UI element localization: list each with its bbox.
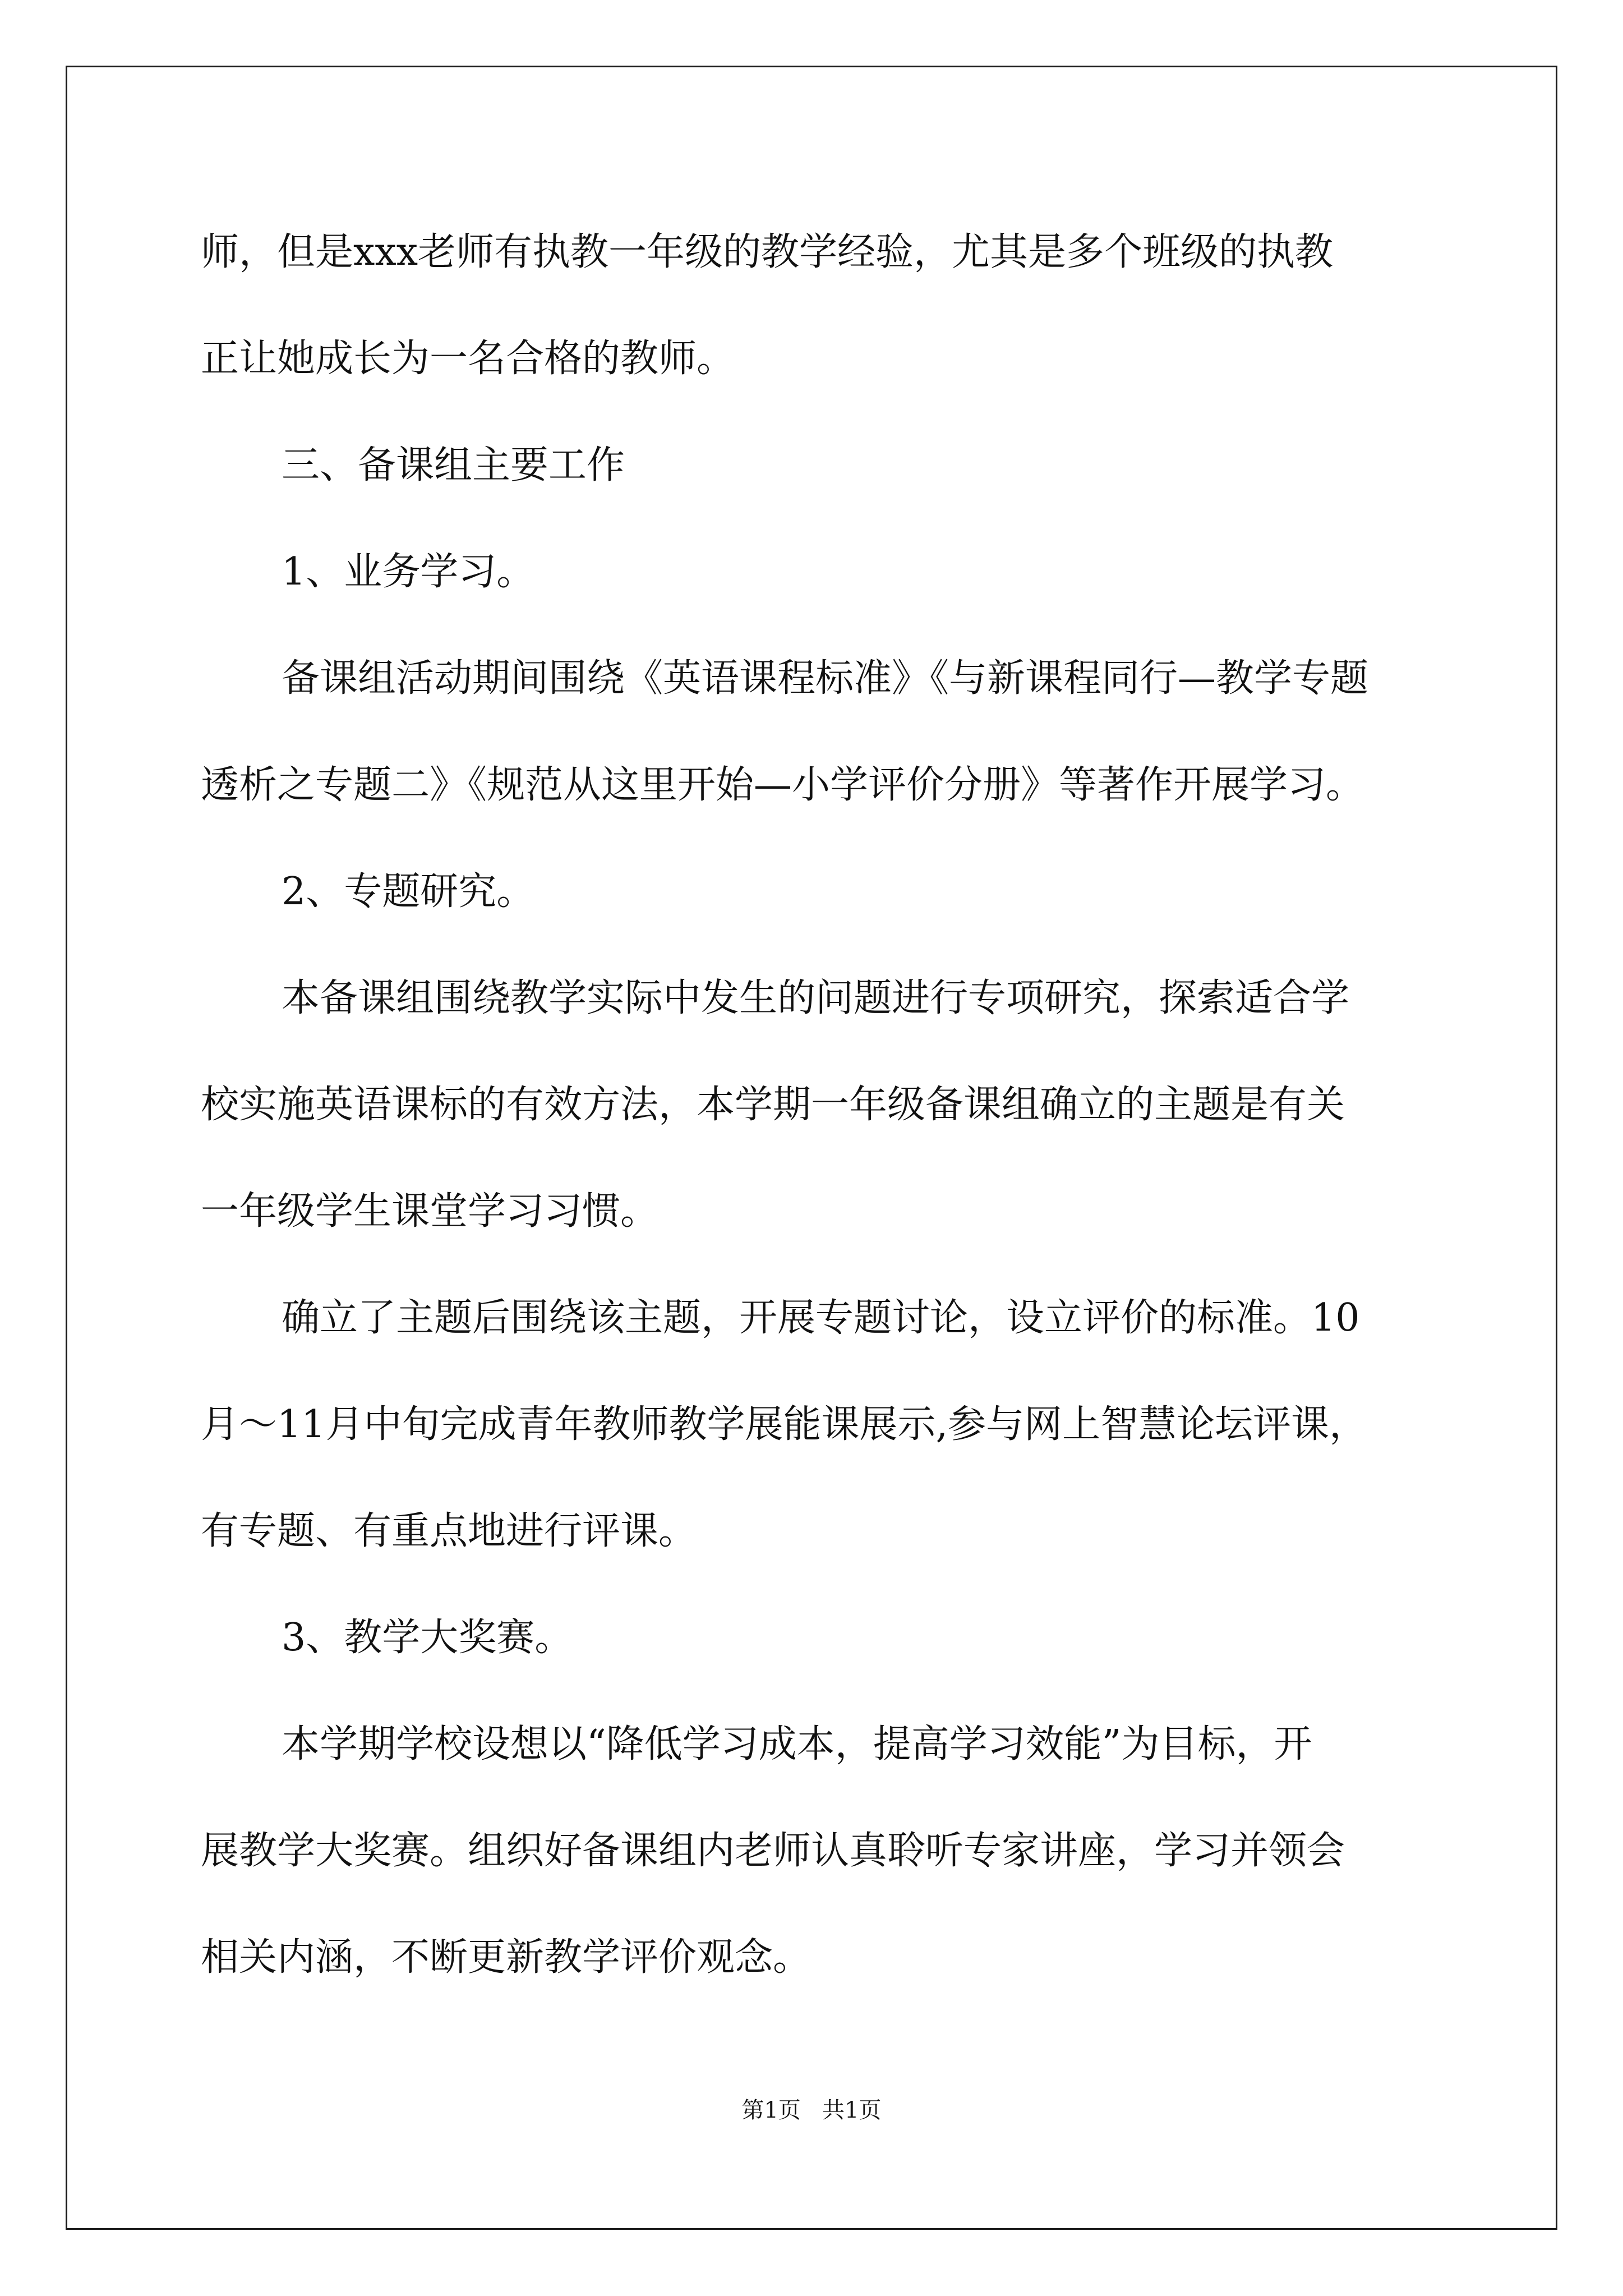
subsection-heading: 2、专题研究。 <box>282 869 535 914</box>
text-line: 本学期学校设想以“降低学习成本，提高学习效能”为目标，开 <box>282 1722 1312 1766</box>
page-number-footer: 第1页 共1页 <box>741 2097 882 2123</box>
text-line: 本备课组围绕教学实际中发生的问题进行专项研究，探索适合学 <box>282 976 1350 1020</box>
text-line: 备课组活动期间围绕《英语课程标准》《与新课程同行—教学专题 <box>282 656 1369 701</box>
text-line: 月～11月中旬完成青年教师教学展能课展示,参与网上智慧论坛评课， <box>201 1402 1368 1447</box>
page-border <box>66 66 1557 2230</box>
text-line: 正让她成长为一名合格的教师。 <box>201 337 735 381</box>
text-line: 师，但是xxx老师有执教一年级的教学经验，尤其是多个班级的执教 <box>201 230 1334 274</box>
text-line: 相关内涵，不断更新教学评价观念。 <box>201 1935 811 1980</box>
text-line: 展教学大奖赛。组织好备课组内老师认真聆听专家讲座，学习并领会 <box>201 1829 1345 1873</box>
text-line: 校实施英语课标的有效方法，本学期一年级备课组确立的主题是有关 <box>201 1083 1345 1127</box>
text-line: 确立了主题后围绕该主题，开展专题讨论，设立评价的标准。10 <box>282 1296 1360 1340</box>
text-line: 透析之专题二》《规范从这里开始—小学评价分册》等著作开展学习。 <box>201 763 1364 807</box>
subsection-heading: 3、教学大奖赛。 <box>282 1616 573 1660</box>
text-line: 一年级学生课堂学习习惯。 <box>201 1189 659 1234</box>
subsection-heading: 1、业务学习。 <box>282 550 535 594</box>
text-line: 有专题、有重点地进行评课。 <box>201 1509 697 1553</box>
section-heading: 三、备课组主要工作 <box>282 443 625 487</box>
